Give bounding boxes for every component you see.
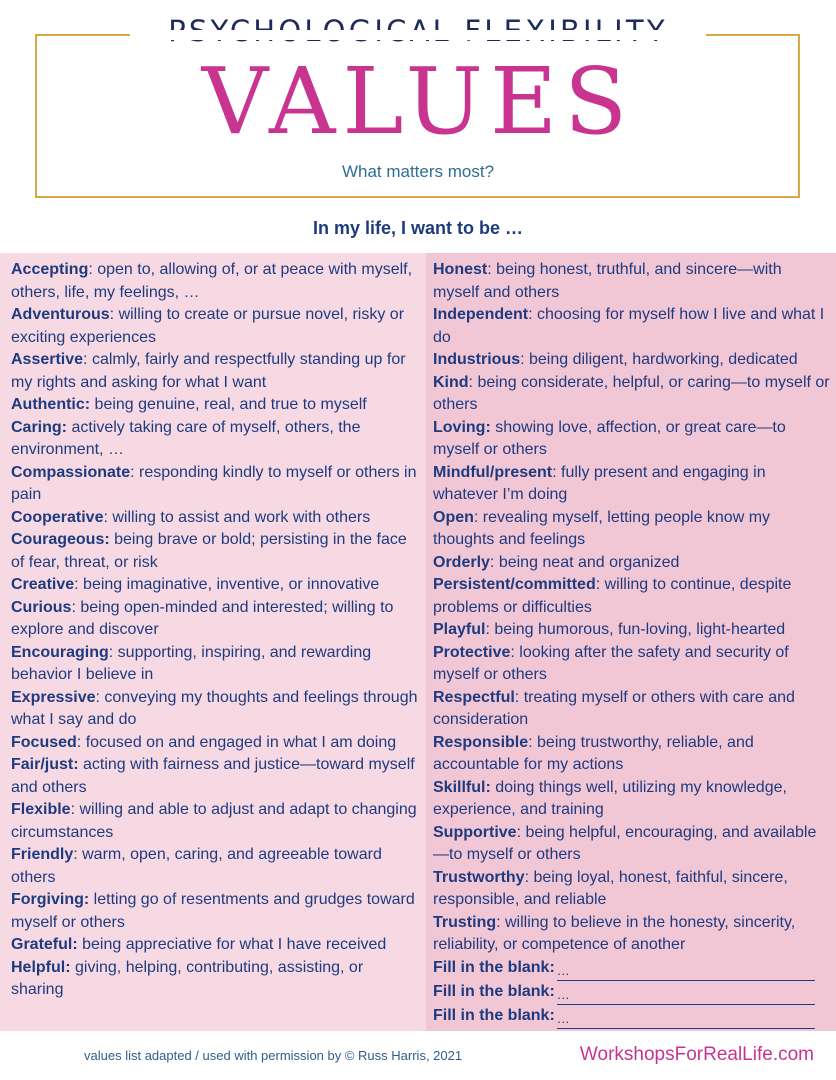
value-term: Compassionate (11, 463, 131, 481)
subtitle: What matters most? (341, 162, 495, 181)
value-entry (433, 372, 830, 417)
value-entry (11, 394, 418, 417)
value-term: Mindful/present (433, 463, 553, 481)
value-term: Helpful: (11, 958, 71, 976)
value-term: Flexible (11, 801, 71, 818)
value-entry (11, 574, 418, 597)
value-term: Respectful (433, 688, 515, 706)
value-term: Grateful: (11, 936, 78, 953)
prompt-heading: In my life, I want to be … (312, 218, 524, 238)
website-link[interactable]: WorkshopsForRealLife.com (579, 1044, 814, 1065)
value-term: Caring: (11, 418, 67, 436)
value-term: Responsible (433, 733, 529, 751)
value-entry (11, 349, 418, 394)
fill-in-blank-label: Fill in the blank: (433, 1006, 555, 1024)
fill-in-blank-row (433, 957, 830, 981)
value-definition: : being honest, truthful, and sincere—with myself and others (433, 261, 782, 301)
value-entry (11, 259, 418, 304)
value-definition: : being helpful, encouraging, and available—to myself or others (433, 823, 817, 863)
value-entry (433, 507, 830, 552)
value-entry (433, 822, 830, 867)
value-definition: : looking after the safety and security of myself or others (433, 643, 789, 683)
value-entry (11, 417, 418, 462)
value-term: Forgiving: (11, 891, 90, 908)
value-entry (433, 619, 830, 642)
value-entry (433, 574, 830, 619)
fill-in-blank-row (433, 981, 830, 1005)
value-definition: : willing to continue, despite problems or difficulties (433, 576, 792, 616)
value-entry (433, 867, 830, 912)
value-term: Authentic: (11, 396, 91, 413)
value-term: Supportive (433, 823, 517, 841)
value-definition: : calmly, fairly and respectfully standing up for my rights and asking for what I want (11, 351, 406, 391)
value-definition: : open to, allowing of, or at peace with myself, others, life, my feelings, … (11, 261, 413, 301)
value-entry (433, 732, 830, 777)
value-entry (11, 462, 418, 507)
value-term: Skillful: (433, 778, 491, 796)
value-term: Cooperative (11, 508, 104, 526)
value-term: Protective (433, 643, 511, 661)
value-term: Playful (433, 621, 486, 638)
value-entry (433, 777, 830, 822)
fill-in-blank-line[interactable]: … (557, 1012, 815, 1029)
fill-in-blank-label: Fill in the blank: (433, 982, 555, 1000)
value-definition: doing things well, utilizing my knowledge, experience, and training (433, 778, 787, 818)
value-term: Encouraging (11, 643, 109, 661)
value-entry (433, 552, 830, 575)
value-term: Fair/just: (11, 756, 79, 773)
right-values-column (426, 253, 836, 1031)
value-entry (433, 462, 830, 507)
value-definition: showing love, affection, or great care—to myself or others (433, 418, 786, 458)
value-entry (11, 597, 418, 642)
page-title: VALUES (201, 48, 635, 155)
value-term: Focused (11, 733, 77, 751)
value-term: Curious (11, 598, 72, 616)
value-term: Expressive (11, 688, 96, 706)
value-entry (433, 642, 830, 687)
value-entry (433, 259, 830, 304)
value-entry (433, 349, 830, 372)
value-definition: : being diligent, hardworking, dedicated (520, 351, 798, 368)
value-definition: : warm, open, caring, and agreeable toward others (11, 846, 382, 886)
value-term: Industrious (433, 351, 521, 368)
value-definition: being genuine, real, and true to myself (90, 396, 367, 413)
value-definition: : choosing for myself how I live and what I do (433, 306, 825, 346)
value-definition: acting with fairness and justice—toward myself and others (11, 756, 415, 796)
value-term: Assertive (11, 351, 84, 368)
fill-in-blank-label: Fill in the blank: (433, 958, 555, 976)
value-term: Honest (433, 261, 488, 278)
value-entry (433, 304, 830, 349)
value-entry (11, 844, 418, 889)
value-term: Persistent/committed (433, 576, 596, 593)
value-term: Friendly (11, 846, 74, 863)
value-definition: : being neat and organized (489, 553, 680, 571)
value-entry (11, 304, 418, 349)
value-definition: : revealing myself, letting people know my thoughts and feelings (433, 508, 771, 548)
credit-line: values list adapted / used with permission by © Russ Harris, 2021 (84, 1048, 463, 1063)
value-entry (11, 687, 418, 732)
value-definition: actively taking care of myself, others, the environment, … (11, 418, 361, 458)
value-term: Loving: (433, 418, 491, 436)
value-entry (11, 732, 418, 755)
value-term: Courageous: (11, 531, 110, 548)
value-entry (11, 507, 418, 530)
fill-in-blank-row (433, 1005, 830, 1029)
left-values-column (0, 253, 426, 1031)
value-entry (11, 934, 418, 957)
value-entry (11, 642, 418, 687)
value-definition: : supporting, inspiring, and rewarding behavior I believe in (11, 643, 372, 683)
value-definition: : focused on and engaged in what I am doing (76, 733, 397, 751)
value-definition: being brave or bold; persisting in the face of fear, threat, or risk (11, 531, 407, 571)
value-entry (11, 754, 418, 799)
value-term: Kind (433, 373, 469, 391)
fill-in-blank-line[interactable]: … (557, 988, 815, 1005)
fill-in-blank-line[interactable]: … (557, 964, 815, 981)
value-definition: : willing to assist and work with others (103, 508, 371, 526)
value-term: Accepting (11, 261, 89, 278)
value-term: Open (433, 508, 474, 526)
value-entry (11, 529, 418, 574)
value-term: Adventurous (11, 306, 110, 323)
value-definition: : being considerate, helpful, or caring—to myself or others (433, 373, 830, 413)
value-definition: : fully present and engaging in whatever I’m doing (433, 463, 766, 503)
value-term: Independent (433, 306, 529, 323)
value-entry (433, 687, 830, 732)
value-entry (11, 799, 418, 844)
value-definition: : being imaginative, inventive, or innovative (74, 576, 380, 593)
value-definition: letting go of resentments and grudges toward myself or others (11, 891, 415, 931)
value-entry (433, 417, 830, 462)
frame-gap (130, 30, 706, 40)
value-definition: : responding kindly to myself or others in pain (11, 463, 417, 503)
value-definition: : conveying my thoughts and feelings through what I say and do (11, 688, 418, 728)
value-definition: giving, helping, contributing, assisting, or sharing (11, 958, 364, 998)
value-term: Trustworthy (433, 868, 525, 886)
value-definition: : treating myself or others with care and consideration (433, 688, 795, 728)
value-term: Trusting (433, 913, 497, 931)
value-definition: : being open-minded and interested; willing to explore and discover (11, 598, 394, 638)
value-definition: : willing to believe in the honesty, sincerity, reliability, or competence of another (433, 913, 796, 953)
value-definition: : willing to create or pursue novel, risky or exciting experiences (11, 306, 405, 346)
value-definition: : willing and able to adjust and adapt to changing circumstances (11, 801, 417, 841)
value-term: Orderly (433, 553, 490, 571)
value-entry (11, 957, 418, 1002)
value-definition: : being humorous, fun-loving, light-hearted (485, 621, 786, 638)
value-entry (433, 912, 830, 957)
value-term: Creative (11, 576, 75, 593)
value-entry (11, 889, 418, 934)
value-definition: being appreciative for what I have received (77, 936, 387, 953)
value-definition: : being loyal, honest, faithful, sincere, responsible, and reliable (433, 868, 788, 908)
value-definition: : being trustworthy, reliable, and accountable for my actions (433, 733, 754, 773)
